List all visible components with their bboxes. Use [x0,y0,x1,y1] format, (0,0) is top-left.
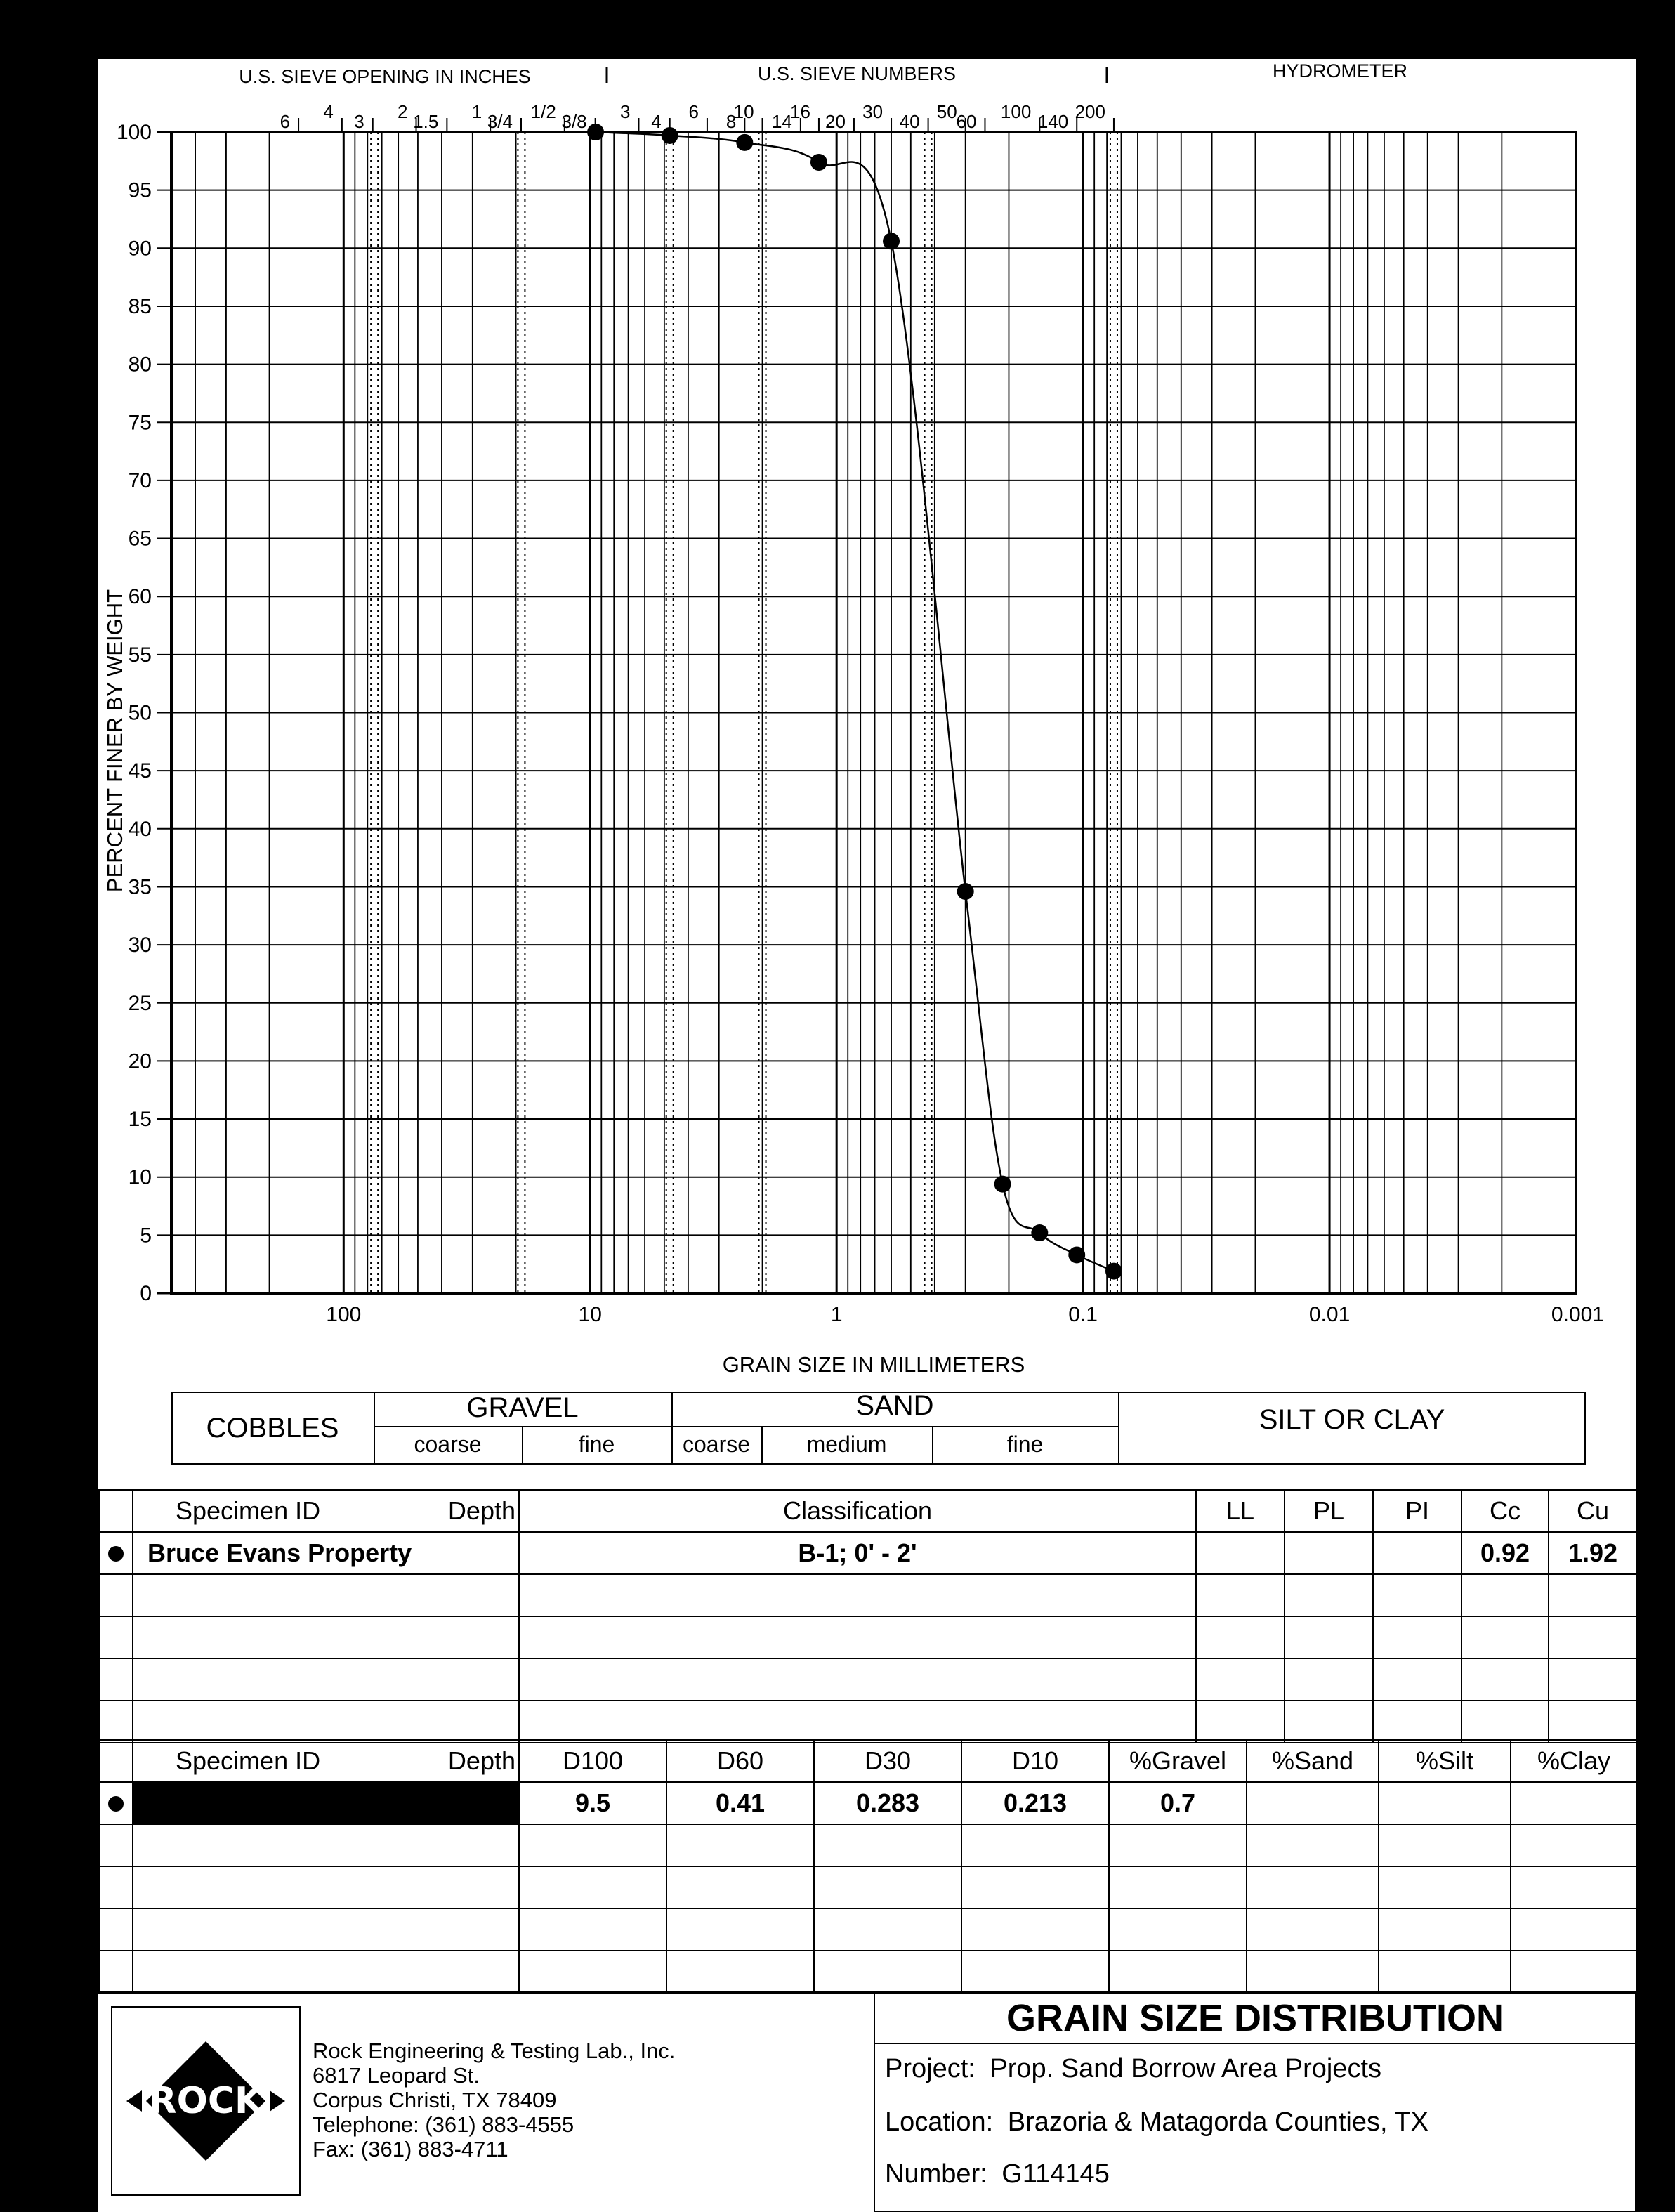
y-tick-label: 75 [128,411,152,435]
sieve-label: 3/8 [561,111,587,132]
sieve-label: 50 [936,101,957,122]
y-tick-label: 80 [128,353,152,377]
data-point [1105,1263,1122,1280]
sieve-label: 60 [956,111,977,132]
y-tick-label: 70 [128,469,152,492]
y-tick-label: 85 [128,294,152,318]
sieve-label: 20 [825,111,846,132]
y-tick-label: 100 [116,121,152,144]
gravel-fine-label: fine [578,1432,615,1457]
sieve-label: 30 [862,101,884,122]
sieve-label: 4 [651,111,662,132]
y-tick-label: 25 [128,991,152,1015]
x-tick-label: 1 [830,1303,843,1326]
x-tick-label: 0.001 [1551,1303,1604,1326]
number-row [885,2159,1110,2190]
header-depth: Depth [447,1496,515,1525]
sieve-label: 3/4 [487,111,513,132]
header-ll: LL [1196,1490,1285,1532]
location-label: Location: [885,2107,994,2137]
gravel-value: 0.7 [1109,1782,1247,1824]
data-point [883,233,900,249]
header-d30: D30 [814,1740,961,1782]
section-label-sieve-numbers: U.S. SIEVE NUMBERS [757,63,957,84]
data-point [1031,1224,1048,1241]
x-axis-title: GRAIN SIZE IN MILLIMETERS [722,1352,1025,1377]
sieve-label: 14 [771,111,792,132]
data-point [662,127,678,144]
sieve-label: 3 [619,101,631,122]
silt-clay-label: SILT OR CLAY [1259,1404,1445,1435]
x-tick-label: 0.1 [1068,1303,1098,1326]
cc-value: 0.92 [1461,1532,1549,1574]
y-tick-label: 95 [128,178,152,202]
cobbles-label: COBBLES [206,1413,339,1444]
project-value: Prop. Sand Borrow Area Projects [990,2054,1381,2083]
y-tick-label: 60 [128,585,152,609]
redacted-specimen-id [133,1782,519,1824]
header-depth-2: Depth [447,1746,515,1775]
project-label: Project: [885,2054,976,2083]
sieve-label: 1/2 [530,101,556,122]
series-marker-icon-2 [108,1796,124,1812]
project-row [885,2054,1381,2084]
header-pl: PL [1285,1490,1373,1532]
y-tick-label: 30 [128,934,152,957]
sand-medium-label: medium [806,1432,887,1457]
data-point [994,1176,1011,1193]
y-tick-label: 40 [128,817,152,841]
header-classification: Classification [519,1490,1196,1532]
y-tick-label: 55 [128,643,152,667]
data-point [736,134,753,151]
gravel-label: GRAVEL [466,1392,579,1423]
y-tick-label: 10 [128,1165,152,1189]
x-tick-label: 100 [326,1303,362,1326]
x-tick-label: 0.01 [1308,1303,1351,1326]
y-tick-label: 0 [140,1282,152,1305]
header-sand: %Sand [1247,1740,1379,1782]
y-tick-label: 45 [128,759,152,783]
header-d100: D100 [519,1740,666,1782]
header-specimen-id: Specimen ID [176,1496,321,1525]
sieve-label: 6 [688,101,699,122]
company-address-city: Corpus Christi, TX 78409 [313,2088,557,2112]
sieve-label: 2 [398,101,408,122]
sieve-label: 6 [280,111,291,132]
sieve-label: 3 [354,111,364,132]
cu-value: 1.92 [1549,1532,1637,1574]
company-phone: Telephone: (361) 883-4555 [313,2112,574,2137]
y-tick-label: 15 [128,1108,152,1132]
header-gravel: %Gravel [1109,1740,1247,1782]
company-name: Rock Engineering & Testing Lab., Inc. [313,2038,676,2063]
y-tick-label: 5 [140,1224,152,1248]
header-pi: PI [1373,1490,1461,1532]
properties-table [98,1489,1638,1743]
header-silt: %Silt [1379,1740,1511,1782]
header-clay: %Clay [1511,1740,1637,1782]
header-specimen-id-2: Specimen ID [176,1746,321,1775]
sieve-label: 4 [323,101,334,122]
sieve-label: 200 [1075,101,1105,122]
sieve-label: 10 [733,101,754,122]
data-point [587,124,604,140]
company-fax: Fax: (361) 883-4711 [313,2137,508,2161]
y-tick-label: 90 [128,237,152,261]
sieve-label: 16 [790,101,810,122]
y-tick-label: 20 [128,1049,152,1073]
sieve-label: 1.5 [413,111,439,132]
sieve-label: 40 [899,111,920,132]
header-d60: D60 [666,1740,814,1782]
classification-value: B-1; 0' - 2' [519,1532,1196,1574]
report-title: GRAIN SIZE DISTRIBUTION [1006,1997,1504,2039]
grain-size-chart [98,59,1636,1380]
location-row [885,2107,1428,2138]
y-tick-label: 35 [128,875,152,899]
logo-text: ROCK [148,2080,263,2122]
d10-value: 0.213 [961,1782,1109,1824]
sieve-label: 8 [725,111,737,132]
data-point [810,154,827,171]
number-value: G114145 [1001,2159,1110,2189]
sieve-label: 140 [1037,111,1069,132]
y-tick-label: 65 [128,527,152,551]
sieve-label: 1 [471,101,482,122]
d60-value: 0.41 [666,1782,814,1824]
header-specimen-depth-2 [133,1740,519,1782]
section-label-hydrometer: HYDROMETER [1272,60,1408,81]
data-point [957,883,974,900]
specimen-name: Bruce Evans Property [133,1532,519,1574]
report-sheet [98,59,1636,2212]
sand-fine-label: fine [1006,1432,1044,1457]
y-axis-title: PERCENT FINER BY WEIGHT [103,589,127,893]
rock-logo [112,2008,299,2194]
header-cu: Cu [1549,1490,1637,1532]
header-cc: Cc [1461,1490,1549,1532]
company-address-street: 6817 Leopard St. [313,2063,480,2088]
header-specimen-depth [133,1490,519,1532]
sand-coarse-label: coarse [682,1432,751,1457]
data-point [1068,1246,1085,1263]
section-label-sieve-inches: U.S. SIEVE OPENING IN INCHES [239,66,531,87]
y-tick-label: 50 [128,701,152,725]
series-marker-icon [108,1546,124,1562]
gravel-coarse-label: coarse [414,1432,482,1457]
company-logo-box [111,2006,301,2196]
d30-value: 0.283 [814,1782,961,1824]
number-label: Number: [885,2159,987,2189]
d100-value: 9.5 [519,1782,666,1824]
x-tick-label: 10 [578,1303,602,1326]
location-value: Brazoria & Matagorda Counties, TX [1007,2107,1428,2137]
sand-label: SAND [855,1390,934,1421]
gradation-table [98,1739,1638,1994]
header-d10: D10 [961,1740,1109,1782]
sieve-label: 100 [1000,101,1032,122]
